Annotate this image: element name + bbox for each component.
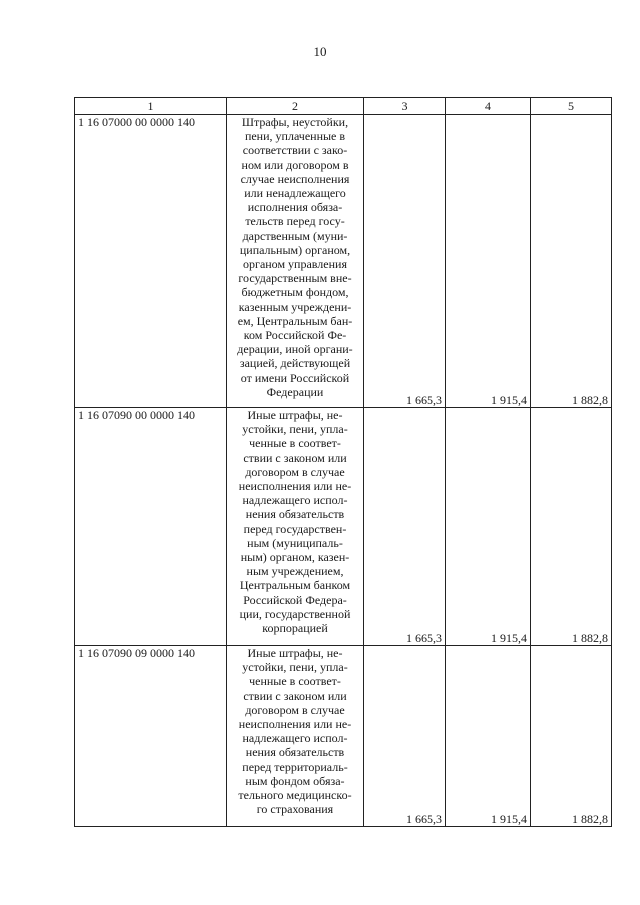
- row-name-line: органом управления: [243, 257, 347, 272]
- row-name-line: Штрафы, неустойки,: [241, 115, 349, 129]
- row-value-3: 1 665,3: [364, 115, 446, 408]
- row-name-line: договором в случае: [245, 702, 345, 717]
- row-name-line: зацией, действующей: [239, 356, 351, 371]
- row-name-line: нения обязательств: [245, 745, 345, 760]
- budget-table: [74, 97, 612, 827]
- row-name: [227, 646, 364, 827]
- row-name: [227, 115, 364, 408]
- row-name-line: ем, Центральным бан-: [237, 313, 353, 328]
- row-name-line: неисполнения или не-: [238, 479, 352, 494]
- row-name-line: исполнения обяза-: [247, 200, 343, 215]
- row-name-line: го страхования: [256, 802, 334, 817]
- row-name-line: или ненадлежащего: [244, 186, 346, 201]
- row-name-line: Федерации: [266, 384, 324, 399]
- row-name-line: надлежащего испол-: [242, 731, 348, 746]
- row-name-line: ком Российской Фе-: [243, 328, 347, 343]
- table-row: [75, 115, 612, 408]
- row-name-line: ном или договором в: [241, 157, 349, 172]
- row-name-line: ным) органом, казен-: [240, 550, 350, 565]
- row-name-line: надлежащего испол-: [242, 493, 348, 508]
- row-name-line: нения обязательств: [245, 507, 345, 522]
- row-name-line: Иные штрафы, не-: [247, 646, 343, 660]
- row-code: 1 16 07090 09 0000 140: [75, 646, 227, 827]
- row-name-line: Российской Федера-: [243, 592, 347, 607]
- column-header-3: 3: [364, 98, 446, 115]
- row-value-4: 1 915,4: [446, 646, 531, 827]
- row-name-line: Иные штрафы, не-: [247, 408, 343, 422]
- row-code: 1 16 07000 00 0000 140: [75, 115, 227, 408]
- row-name-line: дерации, иной органи-: [237, 342, 353, 357]
- row-name-line: ным учреждением,: [246, 564, 344, 579]
- row-value-3: 1 665,3: [364, 646, 446, 827]
- row-value-4: 1 915,4: [446, 115, 531, 408]
- row-name-line: неисполнения или не-: [238, 717, 352, 732]
- row-value-4: 1 915,4: [446, 408, 531, 646]
- row-name-line: дарственным (муни-: [242, 228, 348, 243]
- row-name-line: тельного медицинско-: [238, 788, 352, 803]
- row-value-5: 1 882,8: [531, 646, 612, 827]
- row-name-line: ным (муниципаль-: [247, 535, 343, 550]
- table-row: [75, 408, 612, 646]
- row-name-line: ченные в соответ-: [249, 436, 341, 451]
- column-header-2: 2: [227, 98, 364, 115]
- table-row: [75, 646, 612, 827]
- row-name-line: Центральным банком: [239, 578, 351, 593]
- column-header-5: 5: [531, 98, 612, 115]
- row-name-line: перед территориаль-: [242, 759, 348, 774]
- row-name-line: ствии с законом или: [243, 688, 347, 703]
- row-name-line: ным фондом обяза-: [245, 773, 345, 788]
- row-code: 1 16 07090 00 0000 140: [75, 408, 227, 646]
- row-name-line: перед государствен-: [243, 521, 347, 536]
- row-value-3: 1 665,3: [364, 408, 446, 646]
- row-name-line: от имени Российской: [240, 370, 350, 385]
- row-name-line: ции, государственной: [239, 606, 351, 621]
- row-name-line: казенным учреждени-: [238, 299, 352, 314]
- row-value-5: 1 882,8: [531, 408, 612, 646]
- column-header-1: 1: [75, 98, 227, 115]
- page-number: 10: [313, 44, 327, 59]
- row-name-line: корпорацией: [262, 621, 328, 636]
- row-value-5: 1 882,8: [531, 115, 612, 408]
- row-name-line: устойки, пени, упла-: [242, 422, 348, 437]
- row-name-line: случае неисполнения: [240, 171, 350, 186]
- row-name-line: бюджетным фондом,: [241, 285, 349, 300]
- row-name-line: устойки, пени, упла-: [242, 660, 348, 675]
- row-name: [227, 408, 364, 646]
- row-name-line: ченные в соответ-: [249, 674, 341, 689]
- row-name-line: тельств перед госу-: [245, 214, 345, 229]
- row-name-line: ципальным) органом,: [239, 242, 351, 257]
- column-header-4: 4: [446, 98, 531, 115]
- header-row: [75, 98, 612, 115]
- row-name-line: пени, уплаченные в: [244, 129, 346, 144]
- row-name-line: договором в случае: [245, 464, 345, 479]
- row-name-line: государственным вне-: [238, 271, 352, 286]
- row-name-line: ствии с законом или: [243, 450, 347, 465]
- row-name-line: соответствии с зако-: [242, 143, 348, 158]
